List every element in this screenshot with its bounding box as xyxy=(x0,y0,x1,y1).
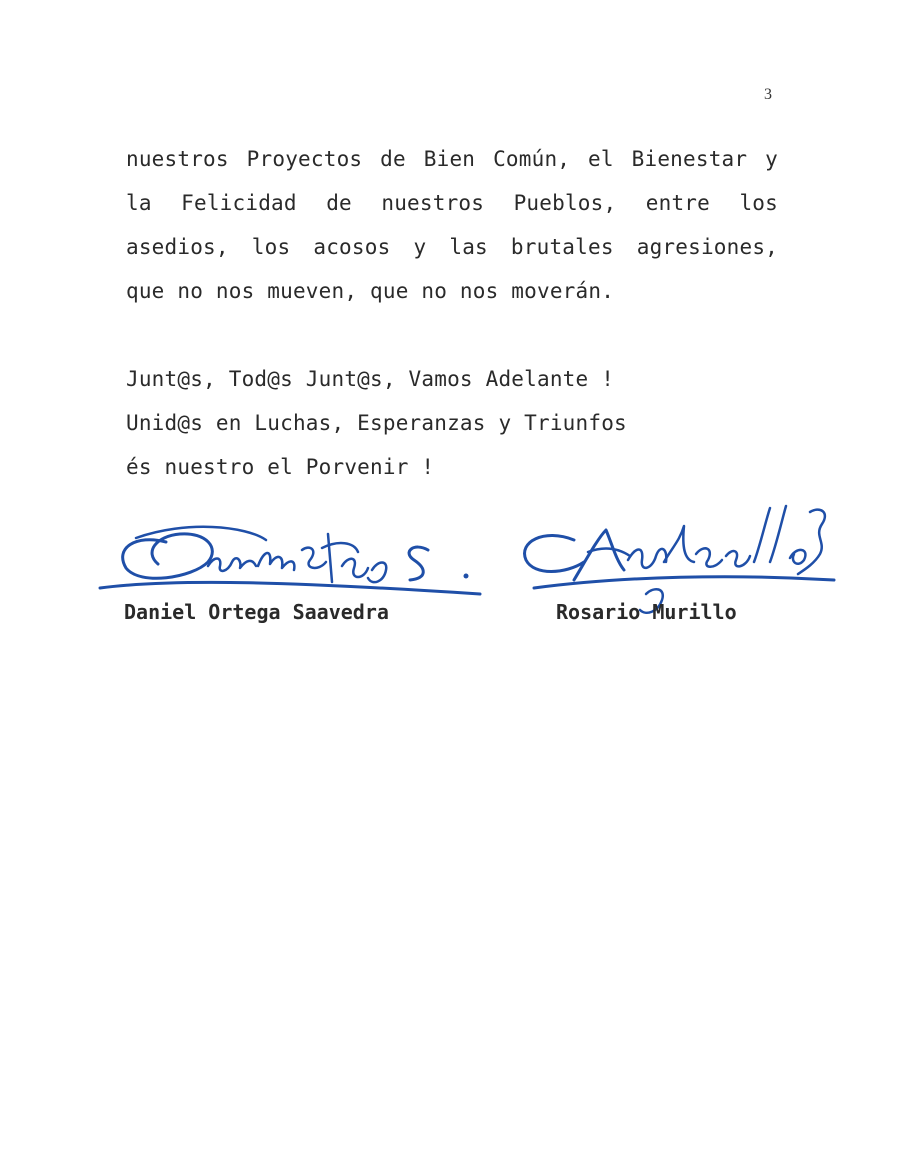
text-line: asedios, los acosos y las brutales agresiones, xyxy=(126,235,778,259)
motto-paragraph xyxy=(126,357,778,489)
text-line: que no nos mueven, que no nos moverán. xyxy=(126,279,615,303)
text-line: Junt@s, Tod@s Junt@s, Vamos Adelante ! xyxy=(126,367,615,391)
handwritten-signature-ortega xyxy=(96,490,486,600)
text-line: nuestros Proyectos de Bien Común, el Bienestar y xyxy=(126,147,778,171)
text-line: Unid@s en Luchas, Esperanzas y Triunfos xyxy=(126,411,627,435)
signature-block-murillo xyxy=(514,490,844,640)
signer-name-murillo: Rosario Murillo xyxy=(556,600,737,624)
text-line: la Felicidad de nuestros Pueblos, entre los xyxy=(126,191,778,215)
signer-name-ortega: Daniel Ortega Saavedra xyxy=(124,600,389,624)
page-number: 3 xyxy=(764,86,772,103)
signature-block-ortega xyxy=(96,490,486,640)
closing-paragraph xyxy=(126,137,778,313)
text-line: és nuestro el Porvenir ! xyxy=(126,455,435,479)
